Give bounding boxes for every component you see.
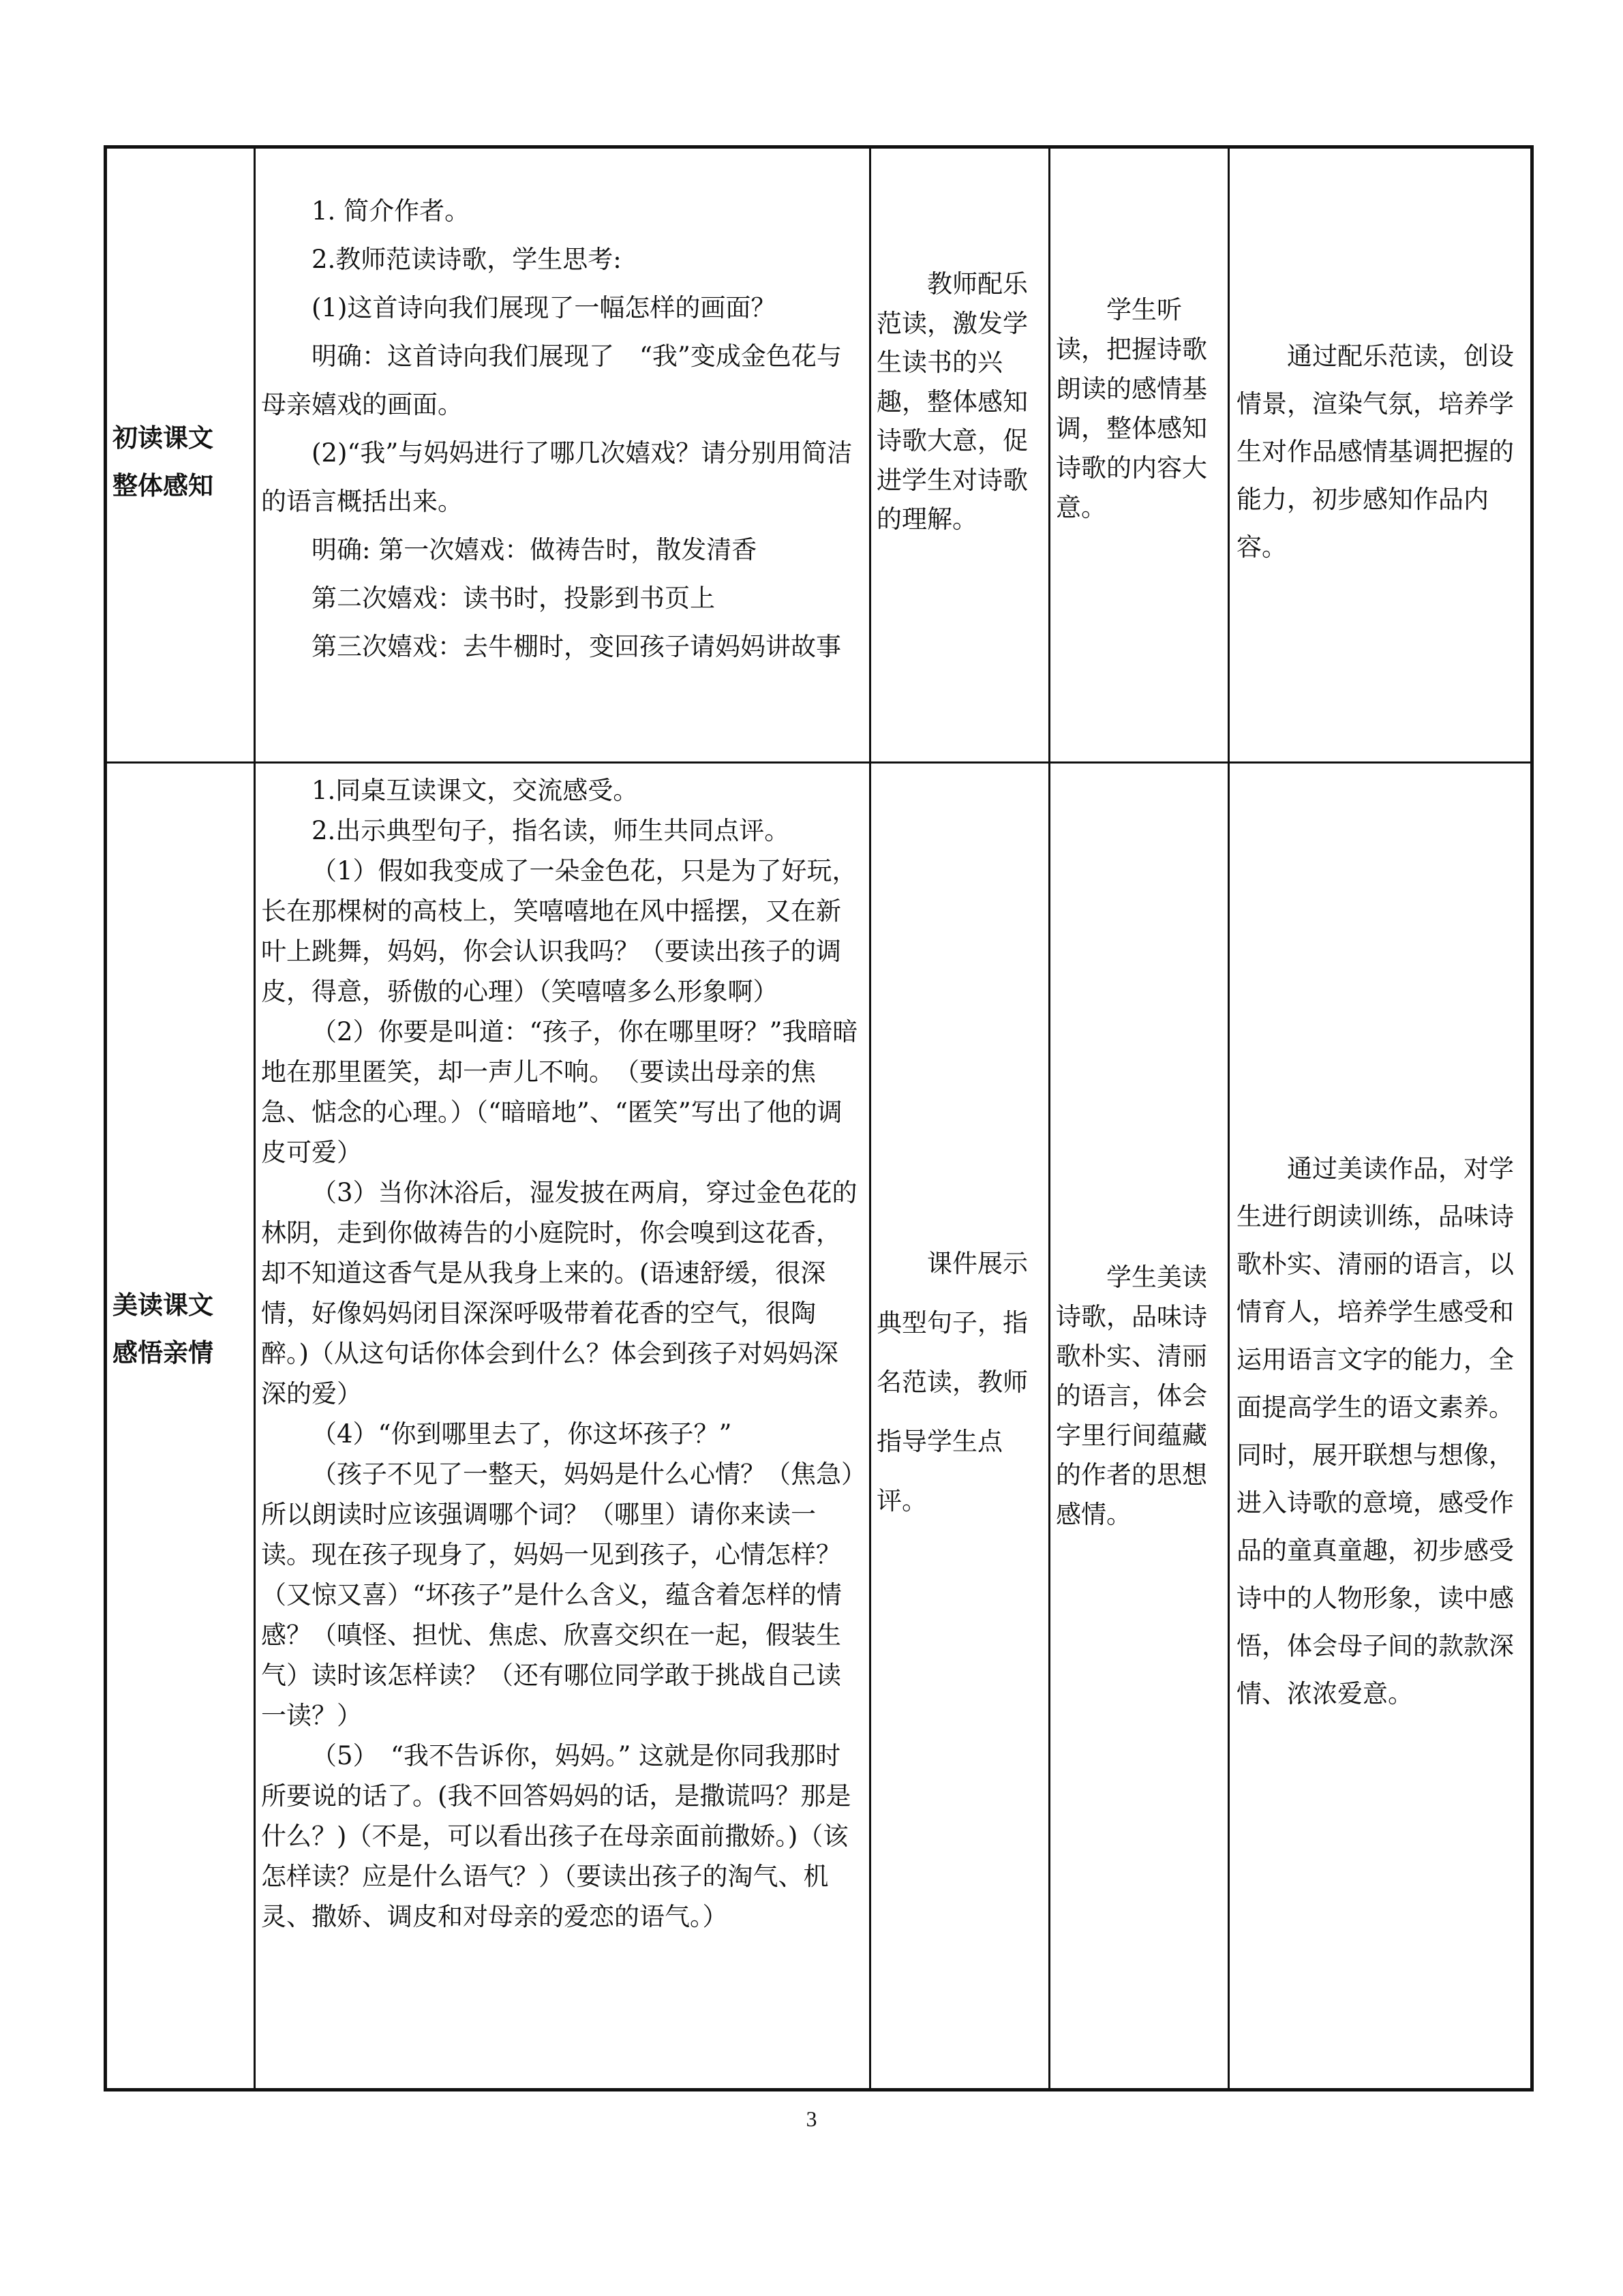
content-paragraph: （3）当你沐浴后，湿发披在两肩，穿过金色花的林阴，走到你做祷告的小庭院时，你会嗅到这花香，却不知道这香气是从我身上来的。(语速舒缓，很深情，好像妈妈闭目深深呼吸带着花香的空气，很陶醉。)（从这句话你体会到什么？体会到孩子对妈妈深深的爱） <box>261 1178 858 1408</box>
content-paragraph: 1. 简介作者。 <box>312 196 470 226</box>
student-activity-cell <box>1050 763 1229 2090</box>
design-purpose-text: 通过配乐范读，创设情景，渲染气氛，培养学生对作品感情基调把握的能力，初步感知作品内容。 <box>1237 342 1514 562</box>
table-row <box>106 147 1532 763</box>
content-paragraph: (2)“我”与妈妈进行了哪几次嬉戏？请分别用简洁的语言概括出来。 <box>261 438 853 516</box>
lesson-plan-table <box>104 145 1534 2091</box>
content-paragraph: 2.教师范读诗歌，学生思考: <box>312 245 622 274</box>
teacher-activity-text: 教师配乐范读，激发学生读书的兴趣，整体感知诗歌大意，促进学生对诗歌的理解。 <box>877 269 1028 534</box>
content-paragraph: 第三次嬉戏：去牛棚时，变回孩子请妈妈讲故事 <box>312 632 841 661</box>
stage-title-line: 感悟亲情 <box>112 1338 213 1368</box>
content-cell <box>255 147 870 763</box>
stage-cell <box>106 147 255 763</box>
content-paragraph: (1)这首诗向我们展现了一幅怎样的画面？ <box>312 293 776 322</box>
design-purpose-text: 通过美读作品，对学生进行朗读训练，品味诗歌朴实、清丽的语言，以情育人，培养学生感受和运用语言文字的能力，全面提高学生的语文素养。同时，展开联想与想像，进入诗歌的意境，感受作品的童真童趣，初步感受诗中的人物形象，读中感悟，体会母子间的款款深情、浓浓爱意。 <box>1237 1154 1514 1708</box>
student-activity-text: 学生美读诗歌，品味诗歌朴实、清丽的语言，体会字里行间蕴藏的作者的思想感情。 <box>1056 1263 1207 1529</box>
content-cell <box>255 763 870 2090</box>
teacher-activity-cell <box>870 147 1050 763</box>
content-paragraph: （2）你要是叫道：“孩子，你在哪里呀？”我暗暗地在那里匿笑，却一声儿不响。 （要读出母亲的焦急、惦念的心理。）（“暗暗地”、“匿笑”写出了他的调皮可爱） <box>261 1017 858 1167</box>
design-purpose-cell <box>1229 763 1532 2090</box>
content-paragraph: （5） “我不告诉你，妈妈。” 这就是你同我那时所要说的话了。(我不回答妈妈的话，是撒谎吗？那是什么？)（不是，可以看出孩子在母亲面前撒娇。)（该怎样读？应是什么语气？）（要读出孩子的淘气、机灵、撒娇、调皮和对母亲的爱恋的语气。） <box>261 1741 851 1931</box>
content-paragraph: 明确: 第一次嬉戏：做祷告时，散发清香 <box>312 535 757 564</box>
content-paragraph: 第二次嬉戏：读书时，投影到书页上 <box>312 584 715 613</box>
content-paragraph: 2.出示典型句子，指名读，师生共同点评。 <box>312 816 790 845</box>
stage-title-line: 美读课文 <box>112 1290 213 1320</box>
content-paragraph: （孩子不见了一整天，妈妈是什么心情？（焦急）所以朗读时应该强调哪个词？（哪里）请你来读一读。现在孩子现身了，妈妈一见到孩子，心情怎样？（又惊又喜）“坏孩子”是什么含义，蕴含着怎样的情感？（嗔怪、担忧、焦虑、欣喜交织在一起，假装生气）读时该怎样读？（还有哪位同学敢于挑战自己读一读？） <box>261 1460 854 1730</box>
stage-cell <box>106 763 255 2090</box>
content-paragraph: （4）“你到哪里去了，你这坏孩子？” <box>312 1419 732 1449</box>
table-row <box>106 763 1532 2090</box>
teacher-activity-cell <box>870 763 1050 2090</box>
student-activity-cell <box>1050 147 1229 763</box>
stage-title-line: 初读课文 <box>112 423 213 453</box>
design-purpose-cell <box>1229 147 1532 763</box>
content-paragraph: （1）假如我变成了一朵金色花，只是为了好玩，长在那棵树的高枝上，笑嘻嘻地在风中摇摆，又在新叶上跳舞，妈妈，你会认识我吗？（要读出孩子的调皮，得意，骄傲的心理）（笑嘻嘻多么形象啊） <box>261 856 858 1006</box>
teacher-activity-text: 课件展示典型句子，指名范读，教师指导学生点评。 <box>877 1249 1028 1515</box>
content-paragraph: 1.同桌互读课文，交流感受。 <box>312 776 639 805</box>
student-activity-text: 学生听读，把握诗歌朗读的感情基调，整体感知诗歌的内容大意。 <box>1056 295 1207 522</box>
content-paragraph: 明确：这首诗向我们展现了 “我”变成金色花与母亲嬉戏的画面。 <box>261 342 842 419</box>
page-number: 3 <box>806 2106 817 2131</box>
stage-title-line: 整体感知 <box>112 471 213 500</box>
